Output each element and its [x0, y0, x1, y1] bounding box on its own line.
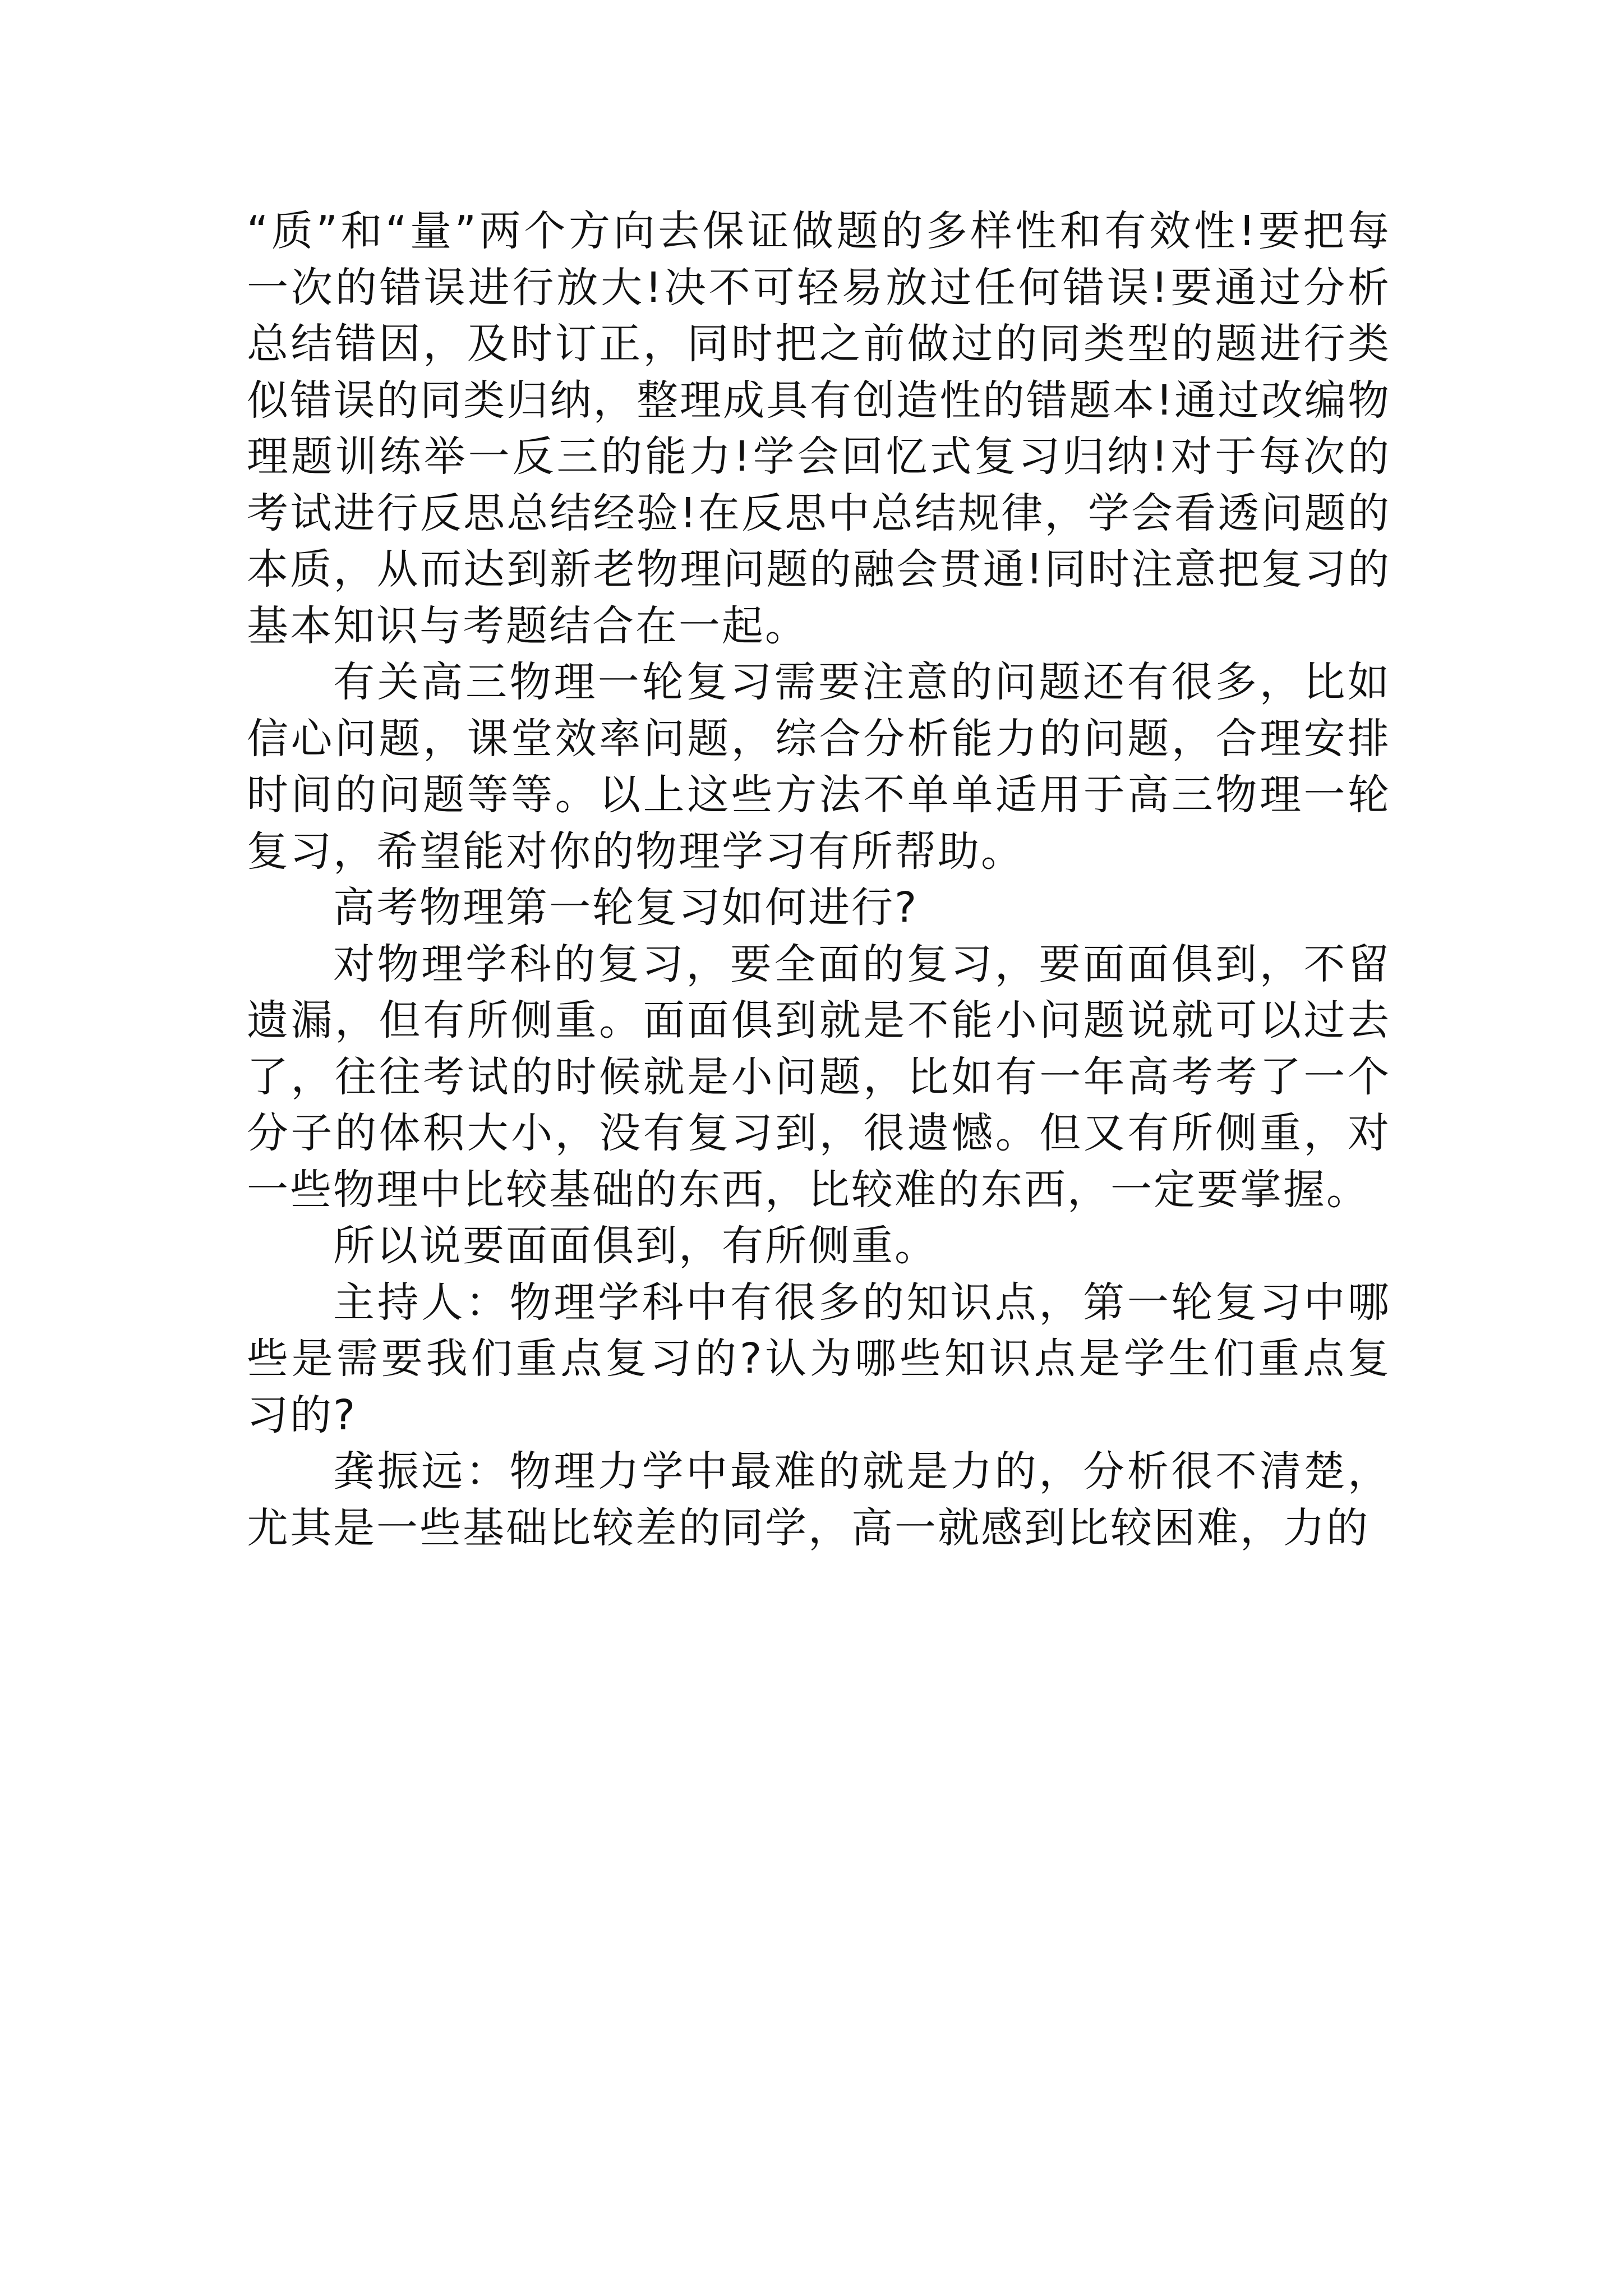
paragraph: 对物理学科的复习，要全面的复习，要面面俱到，不留遗漏，但有所侧重。面面俱到就是不能小问题说就可以过去了，往往考试的时候就是小问题，比如有一年高考考了一个分子的体积大小，没有复习到，很遗憾。但又有所侧重，对一些物理中比较基础的东西，比较难的东西，一定要掌握。 [247, 940, 1391, 1214]
paragraph: 龚振远：物理力学中最难的就是力的，分析很不清楚，尤其是一些基础比较差的同学，高一就感到比较困难，力的 [247, 1447, 1391, 1552]
paragraph: “质”和“量”两个方向去保证做题的多样性和有效性!要把每一次的错误进行放大!决不可轻易放过任何错误!要通过分析总结错因，及时订正，同时把之前做过的同类型的题进行类似错误的同类归纳，整理成具有创造性的错题本!通过改编物理题训练举一反三的能力!学会回忆式复习归纳!对于每次的考试进行反思总结经验!在反思中总结规律，学会看透问题的本质，从而达到新老物理问题的融会贯通!同时注意把复习的基本知识与考题结合在一起。 [247, 207, 1391, 650]
paragraph: 主持人：物理学科中有很多的知识点，第一轮复习中哪些是需要我们重点复习的?认为哪些知识点是学生们重点复习的? [247, 1278, 1391, 1439]
paragraph: 所以说要面面俱到，有所侧重。 [333, 1222, 938, 1270]
paragraph: 高考物理第一轮复习如何进行? [333, 884, 919, 932]
body-text [247, 203, 1391, 1556]
paragraph: 有关高三物理一轮复习需要注意的问题还有很多，比如信心问题，课堂效率问题，综合分析能力的问题，合理安排时间的问题等等。以上这些方法不单单适用于高三物理一轮复习，希望能对你的物理学习有所帮助。 [247, 658, 1391, 876]
